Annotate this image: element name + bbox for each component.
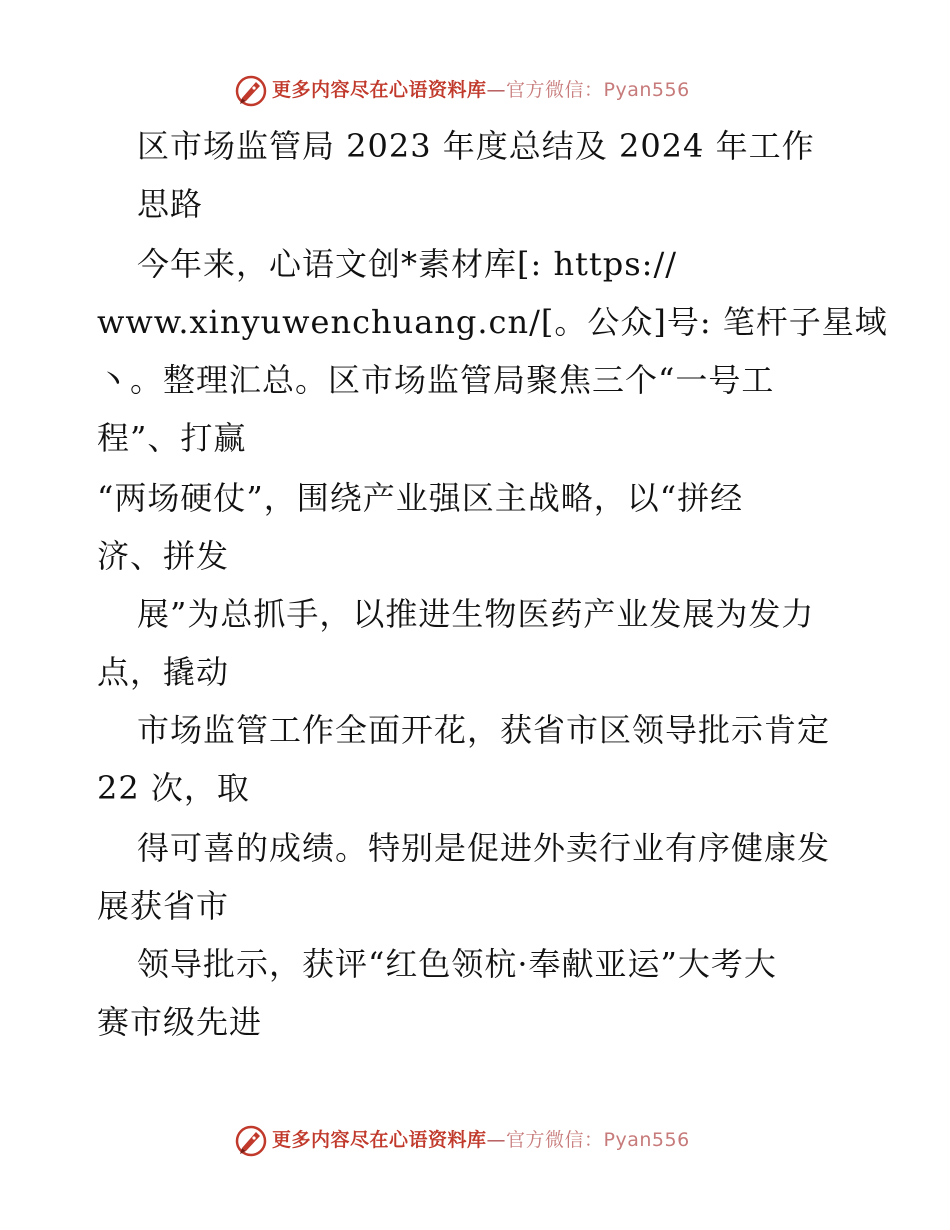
pen-nib-logo-icon <box>234 1124 268 1158</box>
header-banner-main: 更多内容尽在心语资料库 <box>272 79 487 101</box>
text-line: 丶。整理汇总。区市场监管局聚焦三个“一号工 <box>97 361 775 399</box>
text-line: 领导批示，获评“红色领杭·奉献亚运”大考大 <box>137 945 777 983</box>
footer-banner-account: Pyan556 <box>603 1129 690 1151</box>
header-banner-rest: 官方微信： <box>506 79 604 101</box>
text-line: 程”、打赢 <box>97 419 247 457</box>
footer-banner <box>0 1120 950 1160</box>
footer-banner-rest: 官方微信： <box>506 1129 604 1151</box>
text-line: 济、拼发 <box>97 537 230 575</box>
header-banner <box>0 70 950 110</box>
footer-banner-dash: — <box>486 1129 507 1151</box>
document-title-line-1: 区市场监管局 2023 年度总结及 2024 年工作 <box>137 127 815 165</box>
text-line: 今年来，心语文创*素材库[: https:// <box>137 245 678 283</box>
footer-banner-main: 更多内容尽在心语资料库 <box>272 1129 487 1151</box>
text-line: 得可喜的成绩。特别是促进外卖行业有序健康发 <box>137 829 831 867</box>
text-line: 展获省市 <box>97 887 230 925</box>
header-banner-dash: — <box>486 79 507 101</box>
footer-banner-text <box>272 1128 690 1152</box>
document-title-line-2: 思路 <box>137 185 204 223</box>
text-line: 点，撬动 <box>97 653 230 691</box>
header-banner-account: Pyan556 <box>603 79 690 101</box>
text-line: www.xinyuwenchuang.cn/[。公众]号: 笔杆子星域 <box>97 303 888 341</box>
header-banner-text <box>272 78 690 102</box>
text-line: 22 次，取 <box>97 769 250 807</box>
text-line: “两场硬仗”，围绕产业强区主战略，以“拼经 <box>97 479 744 517</box>
text-line: 赛市级先进 <box>97 1003 263 1041</box>
pen-nib-logo-icon <box>234 74 268 108</box>
text-line: 展”为总抓手，以推进生物医药产业发展为发力 <box>137 595 815 633</box>
text-line: 市场监管工作全面开花，获省市区领导批示肯定 <box>137 711 831 749</box>
